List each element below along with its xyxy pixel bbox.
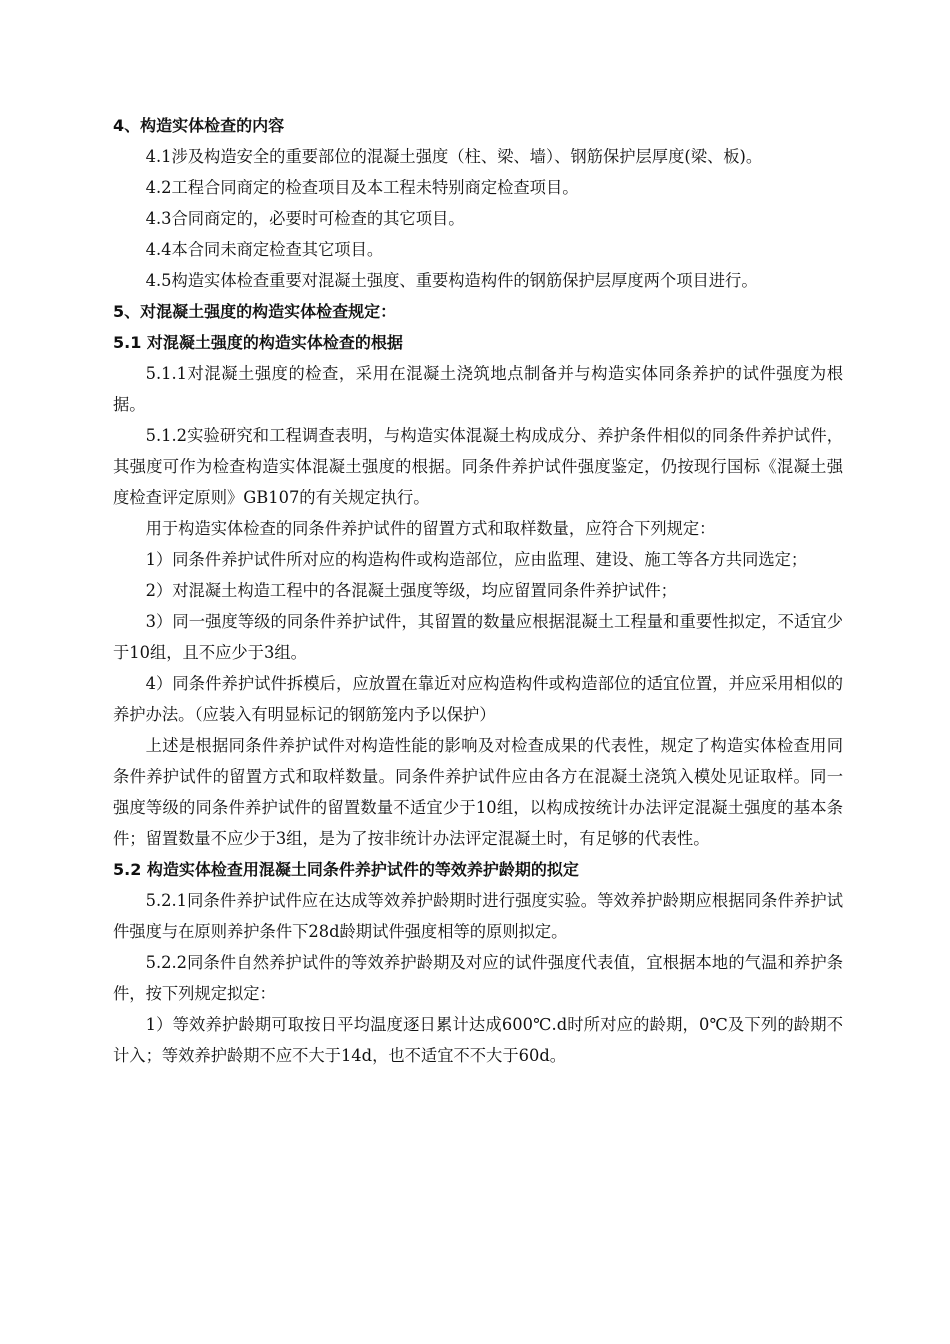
section-5-1-paragraph: 用于构造实体检查的同条件养护试件的留置方式和取样数量，应符合下列规定：	[145, 519, 716, 538]
section-5-2-list-item: 1）等效养护龄期可取按日平均温度逐日累计达成600℃.d时所对应的龄期，0℃及下列的龄期不计入；等效养护龄期不应不大于14d，也不适宜不不大于60d。	[113, 1015, 843, 1065]
section-4-item: 4.5构造实体检查重要对混凝土强度、重要构造构件的钢筋保护层厚度两个项目进行。	[145, 271, 758, 290]
section-5-2-paragraph: 5.2.1同条件养护试件应在达成等效养护龄期时进行强度实验。等效养护龄期应根据同条件养护试件强度与在原则养护条件下28d龄期试件强度相等的原则拟定。	[113, 891, 843, 941]
section-5-2-heading: 5.2 构造实体检查用混凝土同条件养护试件的等效养护龄期的拟定	[113, 860, 579, 879]
section-5-1-paragraph: 5.1.2实验研究和工程调查表明，与构造实体混凝土构成成分、养护条件相似的同条件养护试件，其强度可作为检查构造实体混凝土强度的根据。同条件养护试件强度鉴定，仍按现行国标《混凝土强度检查评定原则》GB107的有关规定执行。	[113, 426, 843, 507]
section-4-item: 4.3合同商定的，必要时可检查的其它项目。	[145, 209, 465, 228]
section-5-2-paragraph: 5.2.2同条件自然养护试件的等效养护龄期及对应的试件强度代表值，宜根据本地的气温和养护条件，按下列规定拟定：	[113, 953, 843, 1003]
section-4-item: 4.2工程合同商定的检查项目及本工程未特别商定检查项目。	[145, 178, 579, 197]
document-page	[113, 110, 843, 1071]
section-4-item: 4.1涉及构造安全的重要部位的混凝土强度（柱、梁、墙）、钢筋保护层厚度(梁、板)。	[145, 147, 763, 166]
section-5-heading: 5、对混凝土强度的构造实体检查规定：	[113, 302, 397, 321]
section-5-1-paragraph: 5.1.1对混凝土强度的检查，采用在混凝土浇筑地点制备并与构造实体同条养护的试件强度为根据。	[113, 364, 843, 414]
section-5-1-paragraph: 上述是根据同条件养护试件对构造性能的影响及对检查成果的代表性，规定了构造实体检查用同条件养护试件的留置方式和取样数量。同条件养护试件应由各方在混凝土浇筑入模处见证取样。同一强度等级的同条件养护试件的留置数量不适宜少于10组，以构成按统计办法评定混凝土强度的基本条件；留置数量不应少于3组，是为了按非统计办法评定混凝土时，有足够的代表性。	[113, 736, 843, 848]
section-5-1-list-item: 1）同条件养护试件所对应的构造构件或构造部位，应由监理、建设、施工等各方共同选定；	[145, 550, 808, 569]
section-5-1-list-item: 2）对混凝土构造工程中的各混凝土强度等级，均应留置同条件养护试件；	[145, 581, 677, 600]
section-5-1-heading: 5.1 对混凝土强度的构造实体检查的根据	[113, 333, 403, 352]
section-4-item: 4.4本合同未商定检查其它项目。	[145, 240, 384, 259]
section-5-1-list-item: 3）同一强度等级的同条件养护试件，其留置的数量应根据混凝土工程量和重要性拟定，不适宜少于10组，且不应少于3组。	[113, 612, 843, 662]
section-4-heading: 4、构造实体检查的内容	[113, 116, 285, 135]
section-5-1-list-item: 4）同条件养护试件拆模后，应放置在靠近对应构造构件或构造部位的适宜位置，并应采用相似的养护办法。（应装入有明显标记的钢筋笼内予以保护）	[113, 674, 843, 724]
